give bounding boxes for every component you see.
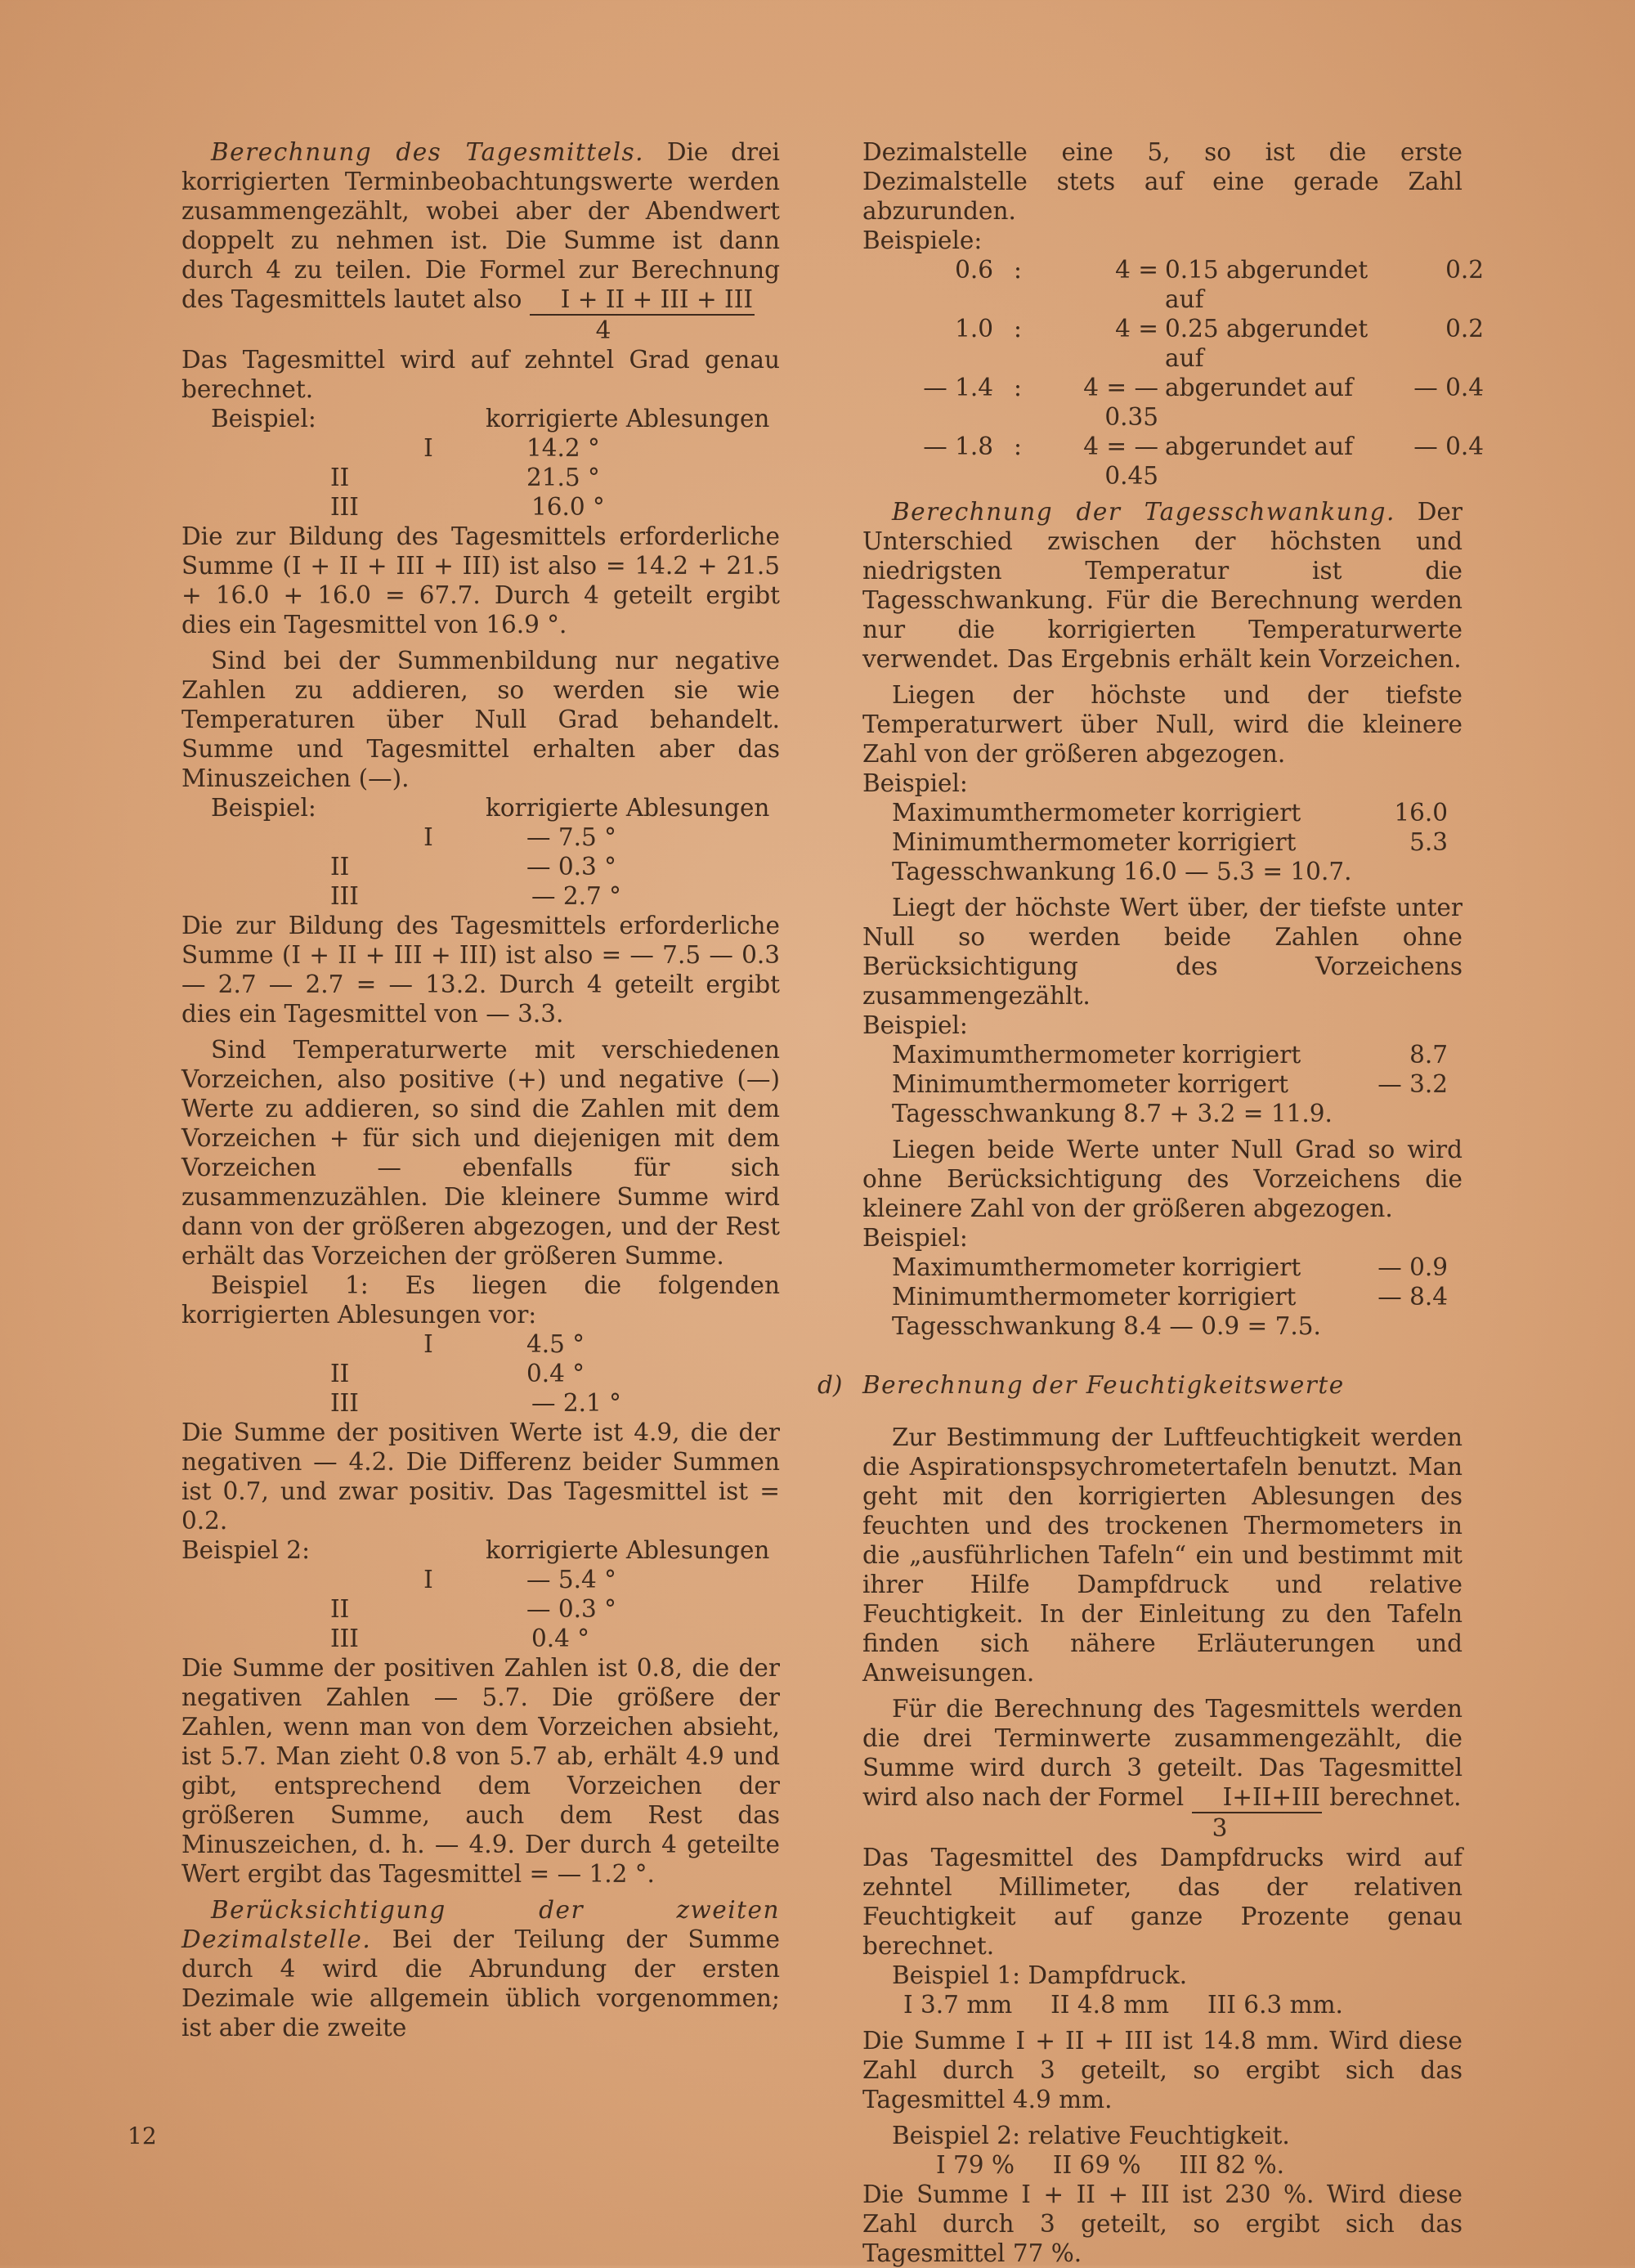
paragraph-luftfeuchtigkeit: Zur Bestimmung der Luftfeuchtigkeit werden die Aspirationspsychrometertafeln benutzt. Man geht mit den korrigierten Ablesungen des feuchten und des trockenen Thermometers in die „ausführlichen Tafeln“ ein und bestimmt mit ihrer Hilfe Dampfdruck und relative Feuchtigkeit. In der Einleitung zu den Tafeln finden sich nähere Erläuterungen und Anweisungen. — [862, 1423, 1463, 1687]
paragraph-both-negative: Liegen beide Werte unter Null Grad so wird ohne Berücksichtigung des Vorzeichens die kleinere Zahl von der größeren abgezogen. — [862, 1136, 1463, 1222]
paragraph-sum-example2: Die zur Bildung des Tagesmittels erforderliche Summe (I + II + III + III) ist also = — 7.5 — 0.3 — 2.7 — 2.7 = — 13.2. Durch 4 geteilt ergibt dies ein Tagesmittel von — 3.3. — [181, 912, 780, 1028]
page-number: 12 — [128, 2122, 157, 2149]
paragraph-negative-values: Sind bei der Summenbildung nur negative Zahlen zu addieren, so werden sie wie Temperaturen über Null Grad behandelt. Summe und Tagesmittel erhalten aber das Minuszeichen (—). — [181, 647, 780, 792]
paragraph-result-example3: Die Summe der positiven Werte ist 4.9, die der negativen — 4.2. Die Differenz beider Summen ist 0.7, und zwar positiv. Das Tagesmittel ist = 0.2. — [181, 1419, 780, 1535]
paragraph-tagesmittel-intro: Berechnung des Tagesmittels. Die drei korrigierten Terminbeobachtungswerte werden zusammengezählt, wobei aber der Abendwert doppelt zu nehmen ist. Die Summe ist dann durch 4 zu teilen. Die Formel zur Berechnung des Tagesmittels lautet also I + II + III + III — [181, 137, 780, 316]
thermometer-table: Maximumthermometer korrigiert 16.0 Minimumthermometer korrigiert 5.3 — [892, 799, 1448, 856]
example-label: Beispiel 1: Dampfdruck. — [892, 1961, 1188, 1989]
section-title-dezimalstelle: Berücksichtigung der zweiten Dezimalstelle. — [181, 1896, 780, 1953]
paragraph-dampfdruck-sum: Die Summe I + II + III ist 14.8 mm. Wird diese Zahl durch 3 geteilt, so ergibt sich das Tagesmittel 4.9 mm. — [862, 2027, 1463, 2113]
section-title-tagesmittel: Berechnung des Tagesmittels. — [211, 138, 645, 166]
paragraph-sum-example1: Die zur Bildung des Tagesmittels erforderliche Summe (I + II + III + III) ist also = 14.2 + 21.5 + 16.0 + 16.0 = 67.7. Durch 4 geteilt ergibt dies ein Tagesmittel von 16.9 °. — [181, 522, 780, 639]
left-column — [181, 137, 780, 2042]
example-header: Beispiel: korrigierte Ablesungen — [211, 405, 770, 433]
example-header: Beispiel 2: korrigierte Ablesungen — [181, 1536, 770, 1564]
dampfdruck-values: I 3.7 mm II 4.8 mm III 6.3 mm. — [903, 1991, 1343, 2019]
section-heading-feuchtigkeit: d) Berechnung der Feuchtigkeitswerte — [818, 1371, 1345, 1399]
example-label: Beispiel: — [862, 769, 968, 797]
paragraph-mixed-signs: Sind Temperaturwerte mit verschiedenen Vorzeichen, also positive (+) und negative (—) Werte zu addieren, so sind die Zahlen mit dem Vorzeichen + für sich und diejenigen mit dem Vorzeichen — ebenfalls für sich zusammenzuzählen. Die kleinere Summe wird dann von der größeren abgezogen, und der Rest erhält das Vorzeichen der größeren Summe. — [181, 1036, 780, 1270]
paragraph-rounding: Dezimalstelle eine 5, so ist die erste Dezimalstelle stets auf eine gerade Zahl abzurunden. — [862, 138, 1463, 225]
right-column — [818, 137, 1484, 2268]
paragraph-tagesschwankung: Berechnung der Tagesschwankung. Der Unterschied zwischen der höchsten und niedrigsten Temperatur ist die Tagesschwankung. Für die Berechnung werden nur die korrigierten Temperaturwerte verwendet. Das Ergebnis erhält kein Vorzeichen. — [862, 498, 1463, 673]
formula-numerator: I+II+III — [1192, 1782, 1322, 1813]
thermometer-table: Maximumthermometer korrigiert 8.7 Minimumthermometer korrigert — 3.2 — [892, 1041, 1448, 1098]
section-marker: d) — [818, 1371, 843, 1399]
thermometer-table: Maximumthermometer korrigiert — 0.9 Minimumthermometer korrigiert — 8.4 — [892, 1253, 1448, 1311]
paragraph-second-decimal: Berücksichtigung der zweiten Dezimalstelle. Bei der Teilung der Summe durch 4 wird die Abrundung der ersten Dezimale wie allgemein üblich vorgenommen; ist aber die zweite — [181, 1896, 780, 2042]
feuchtigkeit-values: I 79 % II 69 % III 82 %. — [936, 2151, 1285, 2179]
paragraph-tagesmittel-formula: Für die Berechnung des Tagesmittels werden die drei Terminwerte zusammengezählt, die Summe wird durch 3 geteilt. Das Tagesmittel wird also nach der Formel I+II+III berechnet. — [862, 1694, 1463, 1813]
example-label: Beispiel: — [862, 1224, 968, 1252]
readings-table: I — 7.5 ° II — 0.3 ° III — 2.7 ° — [330, 823, 621, 910]
example-header: Beispiel: korrigierte Ablesungen — [211, 794, 770, 822]
tagesschwankung-result: Tagesschwankung 8.4 — 0.9 = 7.5. — [892, 1312, 1321, 1340]
paragraph-feuchtigkeit-sum: Die Summe I + II + III ist 230 %. Wird diese Zahl durch 3 geteilt, so ergibt sich das Tagesmittel 77 %. — [862, 2181, 1463, 2267]
readings-table: I 14.2 ° II 21.5 ° III 16.0 ° — [330, 434, 605, 521]
formula-denominator: 3 — [1212, 1814, 1228, 1842]
paragraph-both-positive: Liegen der höchste und der tiefste Temperaturwert über Null, wird die kleinere Zahl von der größeren abgezogen. — [862, 681, 1463, 768]
paragraph-precision: Das Tagesmittel wird auf zehntel Grad genau berechnet. — [181, 346, 780, 403]
paragraph-result-example4: Die Summe der positiven Zahlen ist 0.8, die der negativen Zahlen — 5.7. Die größere der Zahlen, wenn man von dem Vorzeichen absieht, ist 5.7. Man zieht 0.8 von 5.7 ab, erhält 4.9 und gibt, entsprechend dem Vorzeichen der größeren Summe, auch dem Rest das Minuszeichen, d. h. — 4.9. Der durch 4 geteilte Wert ergibt das Tagesmittel = — 1.2 °. — [181, 1654, 780, 1888]
paragraph-precision-humidity: Das Tagesmittel des Dampfdrucks wird auf zehntel Millimeter, das der relativen Feuchtigkeit auf ganze Prozente genau berechnet. — [862, 1844, 1463, 1960]
formula-numerator: I + II + III + III — [530, 285, 755, 316]
tagesschwankung-result: Tagesschwankung 16.0 — 5.3 = 10.7. — [892, 858, 1352, 885]
formula-denominator: 4 — [595, 316, 611, 344]
example-label: Beispiel 2: relative Feuchtigkeit. — [892, 2122, 1290, 2149]
readings-table: I 4.5 ° II 0.4 ° III — 2.1 ° — [330, 1330, 621, 1417]
examples-label: Beispiele: — [862, 226, 983, 254]
paragraph-mixed-zero: Liegt der höchste Wert über, der tiefste unter Null so werden beide Zahlen ohne Berücksichtigung des Vorzeichens zusammengezählt. — [862, 894, 1463, 1010]
example-intro: Beispiel 1: Es liegen die folgenden korrigierten Ablesungen vor: — [181, 1271, 780, 1329]
example-label: Beispiel: — [862, 1011, 968, 1039]
section-title-tagesschwankung: Berechnung der Tagesschwankung. — [892, 498, 1395, 526]
rounding-table: 0.6 : 4 = 0.15 abgerundet auf 0.2 1.0 : 4 = 0.25 abgerundet auf 0.2 — 1.4 : 4 = — 0.35 abgerundet auf — 0.4 — 1.8 : 4 = — 0.45 abgerundet auf — 0.4 — [923, 256, 1484, 490]
tagesschwankung-result: Tagesschwankung 8.7 + 3.2 = 11.9. — [892, 1100, 1333, 1127]
readings-table: I — 5.4 ° II — 0.3 ° III 0.4 ° — [330, 1566, 616, 1652]
